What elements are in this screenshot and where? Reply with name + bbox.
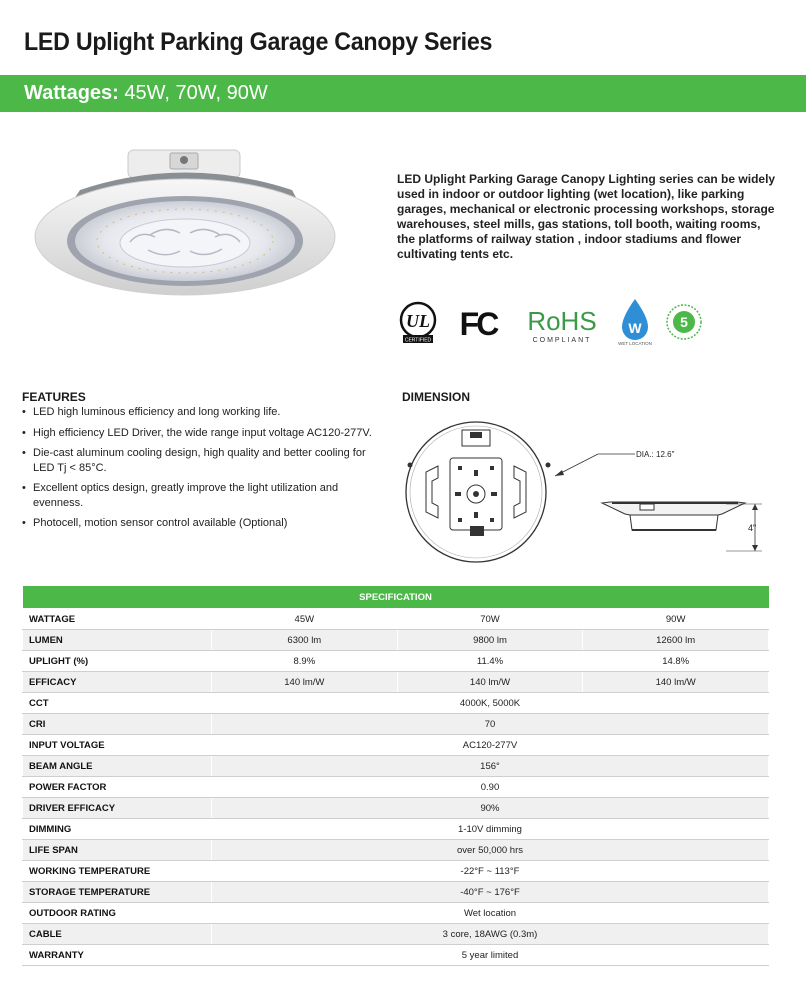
spec-label: LIFE SPAN	[23, 840, 212, 861]
spec-label: WORKING TEMPERATURE	[23, 861, 212, 882]
table-row	[23, 840, 769, 861]
list-item: • LED high luminous efficiency and long working life.	[22, 405, 372, 420]
table-row	[23, 756, 769, 777]
product-description: LED Uplight Parking Garage Canopy Lighting series can be widely used in indoor or outdoor lighting (wet location), like parking garages, mechanical or electronic processing workshops, storage warehouses, steel mills, gas stations, toll booth, waiting rooms, the platforms of railway station , indoor stadiums and flower cultivating tents etc.	[397, 172, 776, 261]
spec-value: 45W	[212, 609, 398, 630]
table-row	[23, 861, 769, 882]
list-item: • Excellent optics design, greatly improve the light utilization and evenness.	[22, 481, 372, 510]
spec-label: OUTDOOR RATING	[23, 903, 212, 924]
spec-label: BEAM ANGLE	[23, 756, 212, 777]
table-row	[23, 903, 769, 924]
table-row	[23, 714, 769, 735]
dimension-heading: DIMENSION	[402, 390, 471, 404]
features-heading: FEATURES	[22, 390, 86, 404]
wattages-value: 45W, 70W, 90W	[124, 82, 268, 104]
spec-value: 70	[212, 714, 769, 735]
table-row	[23, 798, 769, 819]
spec-label: UPLIGHT (%)	[23, 651, 212, 672]
svg-text:UL: UL	[406, 311, 430, 331]
dimension-drawing	[400, 418, 770, 568]
features-list	[22, 405, 372, 537]
specification-heading: SPECIFICATION	[23, 586, 769, 609]
spec-label: CRI	[23, 714, 212, 735]
table-row	[23, 651, 769, 672]
svg-text:WET LOCATION: WET LOCATION	[618, 341, 652, 346]
rohs-compliant-icon	[516, 297, 608, 347]
table-row	[23, 609, 769, 630]
spec-label: CABLE	[23, 924, 212, 945]
svg-text:W: W	[628, 320, 642, 336]
svg-text:DIA.: 12.6": DIA.: 12.6"	[636, 450, 675, 459]
table-row	[23, 945, 769, 966]
spec-value: -22°F ~ 113°F	[212, 861, 769, 882]
wattage-banner	[0, 75, 806, 112]
wet-location-icon	[615, 297, 655, 347]
warranty-seal-icon	[664, 297, 704, 347]
spec-label: WARRANTY	[23, 945, 212, 966]
page-title: LED Uplight Parking Garage Canopy Series	[24, 28, 493, 56]
table-row	[23, 630, 769, 651]
table-row	[23, 777, 769, 798]
spec-value: 70W	[397, 609, 583, 630]
svg-text:4": 4"	[748, 523, 757, 533]
spec-value: over 50,000 hrs	[212, 840, 769, 861]
spec-label: WATTAGE	[23, 609, 212, 630]
spec-value: 8.9%	[212, 651, 398, 672]
spec-value: 11.4%	[397, 651, 583, 672]
spec-value: 140 lm/W	[212, 672, 398, 693]
product-image	[30, 145, 340, 315]
spec-value: 0.90	[212, 777, 769, 798]
svg-text:COMPLIANT: COMPLIANT	[532, 337, 592, 344]
spec-label: CCT	[23, 693, 212, 714]
spec-value: 140 lm/W	[397, 672, 583, 693]
spec-value: 156°	[212, 756, 769, 777]
spec-value: 90%	[212, 798, 769, 819]
table-row	[23, 693, 769, 714]
list-item: • High efficiency LED Driver, the wide range input voltage AC120-277V.	[22, 426, 372, 441]
spec-value: 5 year limited	[212, 945, 769, 966]
table-row	[23, 819, 769, 840]
spec-value: 9800 lm	[397, 630, 583, 651]
spec-value: 3 core, 18AWG (0.3m)	[212, 924, 769, 945]
table-row	[23, 672, 769, 693]
spec-value: 140 lm/W	[583, 672, 769, 693]
svg-text:RoHS: RoHS	[527, 306, 597, 336]
svg-text:FC: FC	[459, 306, 497, 342]
spec-label: LUMEN	[23, 630, 212, 651]
table-row	[23, 882, 769, 903]
spec-value: -40°F ~ 176°F	[212, 882, 769, 903]
svg-text:5: 5	[680, 314, 688, 330]
spec-label: DIMMING	[23, 819, 212, 840]
ul-certified-icon	[398, 297, 438, 347]
wattages-label: Wattages:	[24, 82, 119, 104]
spec-label: DRIVER EFFICACY	[23, 798, 212, 819]
list-item: • Photocell, motion sensor control available (Optional)	[22, 516, 372, 531]
list-item: • Die-cast aluminum cooling design, high quality and better cooling for LED Tj < 85°C.	[22, 446, 372, 475]
spec-value: 12600 lm	[583, 630, 769, 651]
table-row	[23, 924, 769, 945]
spec-label: INPUT VOLTAGE	[23, 735, 212, 756]
spec-value: 4000K, 5000K	[212, 693, 769, 714]
table-row	[23, 735, 769, 756]
spec-value: AC120-277V	[212, 735, 769, 756]
spec-value: 14.8%	[583, 651, 769, 672]
spec-value: 6300 lm	[212, 630, 398, 651]
svg-text:CERTIFIED: CERTIFIED	[404, 337, 432, 344]
spec-label: POWER FACTOR	[23, 777, 212, 798]
spec-value: 90W	[583, 609, 769, 630]
spec-label: STORAGE TEMPERATURE	[23, 882, 212, 903]
spec-label: EFFICACY	[23, 672, 212, 693]
fcc-icon	[455, 297, 501, 347]
spec-value: 1-10V dimming	[212, 819, 769, 840]
spec-value: Wet location	[212, 903, 769, 924]
specification-table	[22, 586, 769, 966]
